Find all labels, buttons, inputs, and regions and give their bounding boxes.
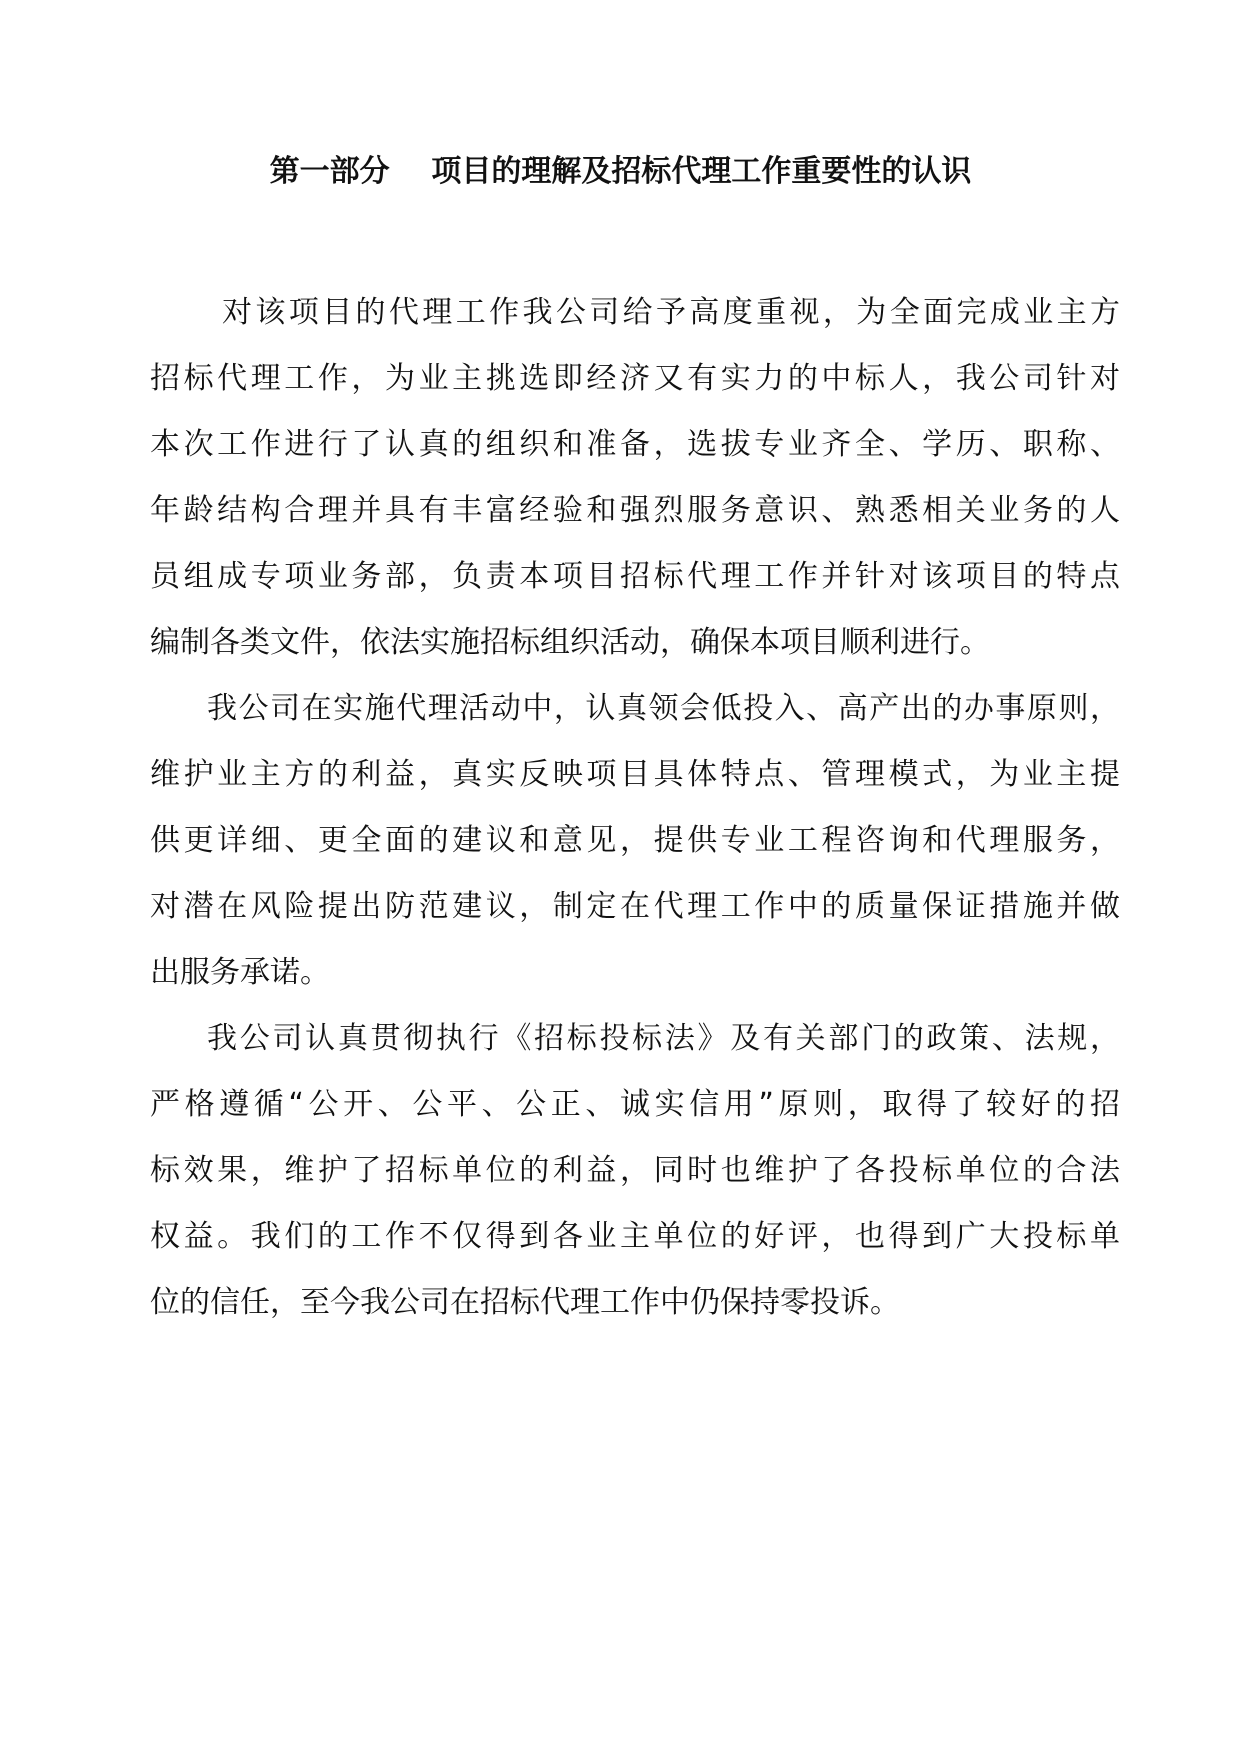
text-line: 年龄结构合理并具有丰富经验和强烈服务意识、熟悉相关业务的人 [150,493,1120,528]
paragraph-3 [150,1006,1120,1336]
text-line: 员组成专项业务部，负责本项目招标代理工作并针对该项目的特点 [150,559,1120,594]
document-body [150,280,1120,1336]
paragraph-2 [150,676,1120,1006]
text-line: 位的信任，至今我公司在招标代理工作中仍保持零投诉。 [150,1285,900,1320]
text-line: 对该项目的代理工作我公司给予高度重视，为全面完成业主方 [222,295,1120,330]
text-line: 招标代理工作，为业主挑选即经济又有实力的中标人，我公司针对 [150,361,1120,396]
page-title: 第一部分 项目的理解及招标代理工作重要性的认识 [269,154,972,189]
text-line: 出服务承诺。 [150,955,330,990]
text-line: 编制各类文件，依法实施招标组织活动，确保本项目顺利进行。 [150,625,990,660]
text-line: 对潜在风险提出防范建议，制定在代理工作中的质量保证措施并做 [150,889,1120,924]
text-line: 我公司在实施代理活动中，认真领会低投入、高产出的办事原则， [207,691,1120,726]
text-line: 供更详细、更全面的建议和意见，提供专业工程咨询和代理服务， [150,823,1120,858]
text-line: 标效果，维护了招标单位的利益，同时也维护了各投标单位的合法 [150,1153,1120,1188]
paragraph-1 [150,280,1120,676]
text-line: 我公司认真贯彻执行《招标投标法》及有关部门的政策、法规， [207,1021,1120,1056]
text-line: 权益。我们的工作不仅得到各业主单位的好评，也得到广大投标单 [150,1219,1120,1254]
text-line: 维护业主方的利益，真实反映项目具体特点、管理模式，为业主提 [150,757,1120,792]
text-line: 严格遵循“公开、公平、公正、诚实信用”原则，取得了较好的招 [150,1087,1120,1122]
text-line: 本次工作进行了认真的组织和准备，选拔专业齐全、学历、职称、 [150,427,1120,462]
